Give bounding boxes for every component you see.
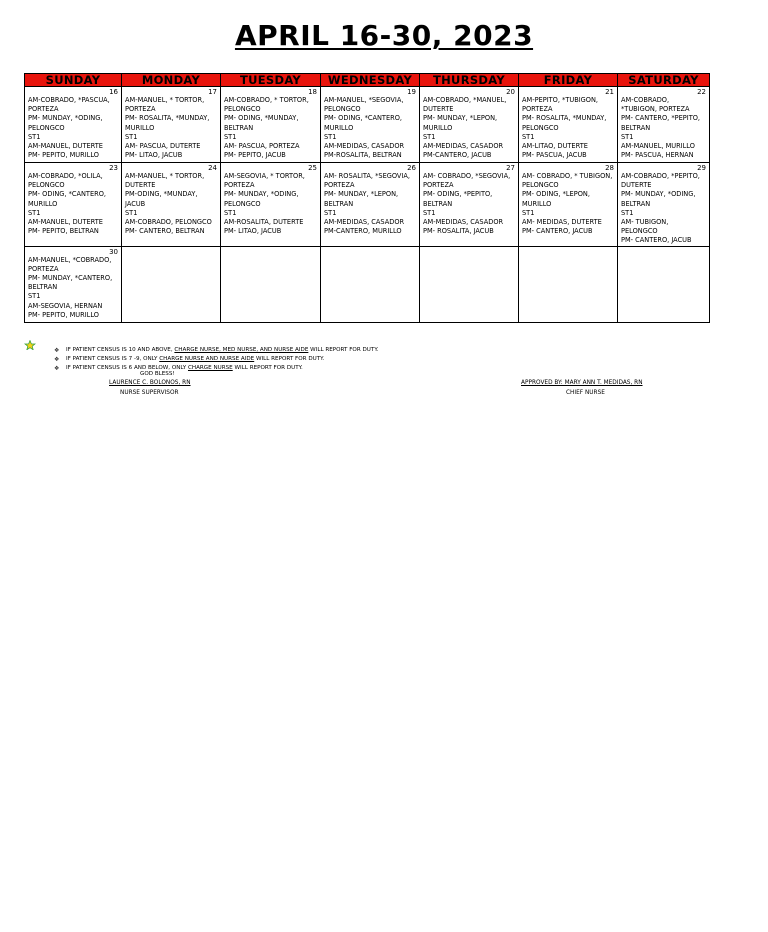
day-number: 28 xyxy=(605,164,614,172)
day-number: 19 xyxy=(407,88,416,96)
day-number xyxy=(324,248,417,256)
day-number xyxy=(522,248,615,256)
shift-assignment: PM- ODING, *LEPON, MURILLO xyxy=(522,190,590,208)
shift-assignment: ST1 xyxy=(224,132,237,141)
day-number xyxy=(125,248,218,256)
shift-assignment: PM- PASCUA, HERNAN xyxy=(621,151,694,160)
shift-assignment: AM- COBRADO, *SEGOVIA, PORTEZA xyxy=(423,172,511,190)
shift-assignment: AM-COBRADO, * TORTOR, PELONGCO xyxy=(224,96,309,114)
day-cell xyxy=(420,246,519,322)
shift-assignment: PM- MUNDAY, *CANTERO, BELTRAN xyxy=(28,274,113,292)
shift-assignment: PM- ODING, *PEPITO, BELTRAN xyxy=(423,190,493,208)
shift-assignment: PM- CANTERO, BELTRAN xyxy=(125,227,205,236)
shift-assignment: AM-MEDIDAS, CASADOR xyxy=(324,218,405,227)
note-post: WILL REPORT FOR DUTY. xyxy=(308,347,379,353)
shift-assignment: AM- PASCUA, PORTEZA xyxy=(224,142,300,151)
day-number: 17 xyxy=(208,88,217,96)
note-item xyxy=(66,355,324,364)
diamond-bullet-icon: ❖ xyxy=(54,347,60,354)
shift-assignment: AM-MANUEL, * TORTOR, PORTEZA xyxy=(125,96,205,114)
header-tuesday: TUESDAY xyxy=(221,74,321,87)
shift-assignment: AM-SEGOVIA, * TORTOR, PORTEZA xyxy=(224,172,305,190)
header-friday: FRIDAY xyxy=(519,74,618,87)
day-cell xyxy=(122,87,221,163)
shift-assignment: AM- COBRADO, * TUBIGON, PELONGCO xyxy=(522,172,613,190)
shift-assignment: AM-SEGOVIA, HERNAN xyxy=(28,301,103,310)
note-item xyxy=(66,346,378,355)
day-cell xyxy=(221,87,321,163)
shift-assignment: PM- PEPITO, MURILLO xyxy=(28,310,99,319)
shift-assignment: ST1 xyxy=(224,208,237,217)
shift-assignment: PM- ODING, *MUNDAY, BELTRAN xyxy=(224,114,299,132)
day-cell xyxy=(618,163,710,247)
week-row xyxy=(25,87,710,163)
shift-assignment: PM- LITAO, JACUB xyxy=(125,151,183,160)
shift-assignment: PM- CANTERO, JACUB xyxy=(621,236,692,245)
shift-assignment: AM-COBRADO, *OLILA, PELONGCO xyxy=(28,172,103,190)
day-cell xyxy=(420,87,519,163)
note-post: WILL REPORT FOR DUTY. xyxy=(232,365,303,371)
day-number: 21 xyxy=(605,88,614,96)
note-pre: IF PATIENT CENSUS IS 6 AND BELOW, ONLY xyxy=(66,365,188,371)
shift-assignment: AM-MEDIDAS, CASADOR xyxy=(423,142,504,151)
header-saturday: SATURDAY xyxy=(618,74,710,87)
note-u: CHARGE NURSE AND NURSE AIDE xyxy=(159,356,255,362)
shift-assignment: AM-MANUEL, DUTERTE xyxy=(28,142,103,151)
day-number: 29 xyxy=(697,164,706,172)
shift-assignment: PM- ROSALITA, *MUNDAY, MURILLO xyxy=(125,114,210,132)
day-cell xyxy=(519,163,618,247)
note-item xyxy=(66,364,303,373)
day-number: 24 xyxy=(208,164,217,172)
shift-assignment: AM- ROSALITA, *SEGOVIA, PORTEZA xyxy=(324,172,410,190)
shift-assignment: PM- PASCUA, JACUB xyxy=(522,151,587,160)
header-thursday: THURSDAY xyxy=(420,74,519,87)
day-number: 25 xyxy=(308,164,317,172)
shift-assignment: AM-COBRADO, PELONGCO xyxy=(125,218,212,227)
day-cell xyxy=(25,163,122,247)
day-number xyxy=(423,248,516,256)
shift-assignment: AM-COBRADO, *PEPITO, DUTERTE xyxy=(621,172,700,190)
approver-name: APPROVED BY: MARY ANN T. MEDIDAS, RN xyxy=(521,380,643,386)
page-title: APRIL 16-30, 2023 xyxy=(234,19,534,52)
shift-assignment: PM- ODING, *CANTERO, MURILLO xyxy=(28,190,106,208)
shift-assignment: AM-MEDIDAS, CASADOR xyxy=(324,142,405,151)
shift-assignment: ST1 xyxy=(125,208,138,217)
supervisor-title: NURSE SUPERVISOR xyxy=(120,390,179,396)
day-number: 18 xyxy=(308,88,317,96)
day-cell xyxy=(420,163,519,247)
shift-assignment: ST1 xyxy=(28,132,41,141)
day-cell xyxy=(122,246,221,322)
day-cell xyxy=(221,163,321,247)
shift-assignment: PM- PEPITO, JACUB xyxy=(224,151,286,160)
shift-assignment: PM- MUNDAY, *ODING, PELONGCO xyxy=(28,114,103,132)
shift-assignment: AM-COBRADO, *TUBIGON, PORTEZA xyxy=(621,96,690,114)
day-number xyxy=(224,248,318,256)
shift-assignment: AM-COBRADO, *PASCUA, PORTEZA xyxy=(28,96,110,114)
day-cell xyxy=(25,87,122,163)
shift-assignment: AM-MANUEL, *COBRADO, PORTEZA xyxy=(28,255,112,273)
shift-assignment: AM-LITAO, DUTERTE xyxy=(522,142,588,151)
shift-assignment: PM- PEPITO, MURILLO xyxy=(28,151,99,160)
day-number: 16 xyxy=(109,88,118,96)
note-u: CHARGE NURSE, MED NURSE, AND NURSE AIDE xyxy=(174,347,309,353)
star-icon xyxy=(24,340,36,350)
diamond-bullet-icon: ❖ xyxy=(54,356,60,363)
day-cell xyxy=(519,87,618,163)
header-sunday: SUNDAY xyxy=(25,74,122,87)
shift-assignment: ST1 xyxy=(423,132,436,141)
shift-assignment: PM- MUNDAY, *LEPON, BELTRAN xyxy=(324,190,399,208)
shift-assignment: ST1 xyxy=(324,208,337,217)
day-cell xyxy=(321,163,420,247)
shift-assignment: AM-MANUEL, MURILLO xyxy=(621,142,695,151)
shift-assignment: PM- CANTERO, *PEPITO, BELTRAN xyxy=(621,114,701,132)
shift-assignment: PM- MUNDAY, *LEPON, MURILLO xyxy=(423,114,498,132)
day-cell xyxy=(122,163,221,247)
day-cell xyxy=(25,246,122,322)
shift-assignment: PM- ROSALITA, *MUNDAY, PELONGCO xyxy=(522,114,607,132)
shift-assignment: AM-MANUEL, DUTERTE xyxy=(28,218,103,227)
shift-assignment: AM- MEDIDAS, DUTERTE xyxy=(522,218,602,227)
day-cell xyxy=(519,246,618,322)
shift-assignment: PM- PEPITO, BELTRAN xyxy=(28,227,99,236)
day-number: 20 xyxy=(506,88,515,96)
day-cell xyxy=(321,246,420,322)
day-cell xyxy=(618,87,710,163)
shift-assignment: ST1 xyxy=(28,292,41,301)
schedule-calendar xyxy=(24,73,710,323)
approver-title: CHIEF NURSE xyxy=(566,390,605,396)
shift-assignment: PM- ODING, *CANTERO, MURILLO xyxy=(324,114,402,132)
shift-assignment: ST1 xyxy=(28,208,41,217)
shift-assignment: AM-PEPITO, *TUBIGON, PORTEZA xyxy=(522,96,598,114)
shift-assignment: ST1 xyxy=(423,208,436,217)
supervisor-name: LAURENCE C. BOLONOS, RN xyxy=(109,380,191,386)
shift-assignment: PM-CANTERO, MURILLO xyxy=(324,227,402,236)
day-number: 26 xyxy=(407,164,416,172)
god-bless-text: GOD BLESS! xyxy=(140,371,175,377)
shift-assignment: ST1 xyxy=(522,208,535,217)
shift-assignment: PM- LITAO, JACUB xyxy=(224,227,282,236)
shift-assignment: PM- MUNDAY, *ODING, PELONGCO xyxy=(224,190,299,208)
shift-assignment: AM-COBRADO, *MANUEL, DUTERTE xyxy=(423,96,507,114)
shift-assignment: AM-MANUEL, *SEGOVIA, PELONGCO xyxy=(324,96,404,114)
shift-assignment: PM-ODING, *MUNDAY, JACUB xyxy=(125,190,198,208)
week-row xyxy=(25,163,710,247)
shift-assignment: PM-ROSALITA, BELTRAN xyxy=(324,151,402,160)
header-monday: MONDAY xyxy=(122,74,221,87)
shift-assignment: PM- MUNDAY, *ODING, BELTRAN xyxy=(621,190,696,208)
day-cell xyxy=(221,246,321,322)
note-pre: IF PATIENT CENSUS IS 7 -9, ONLY xyxy=(66,356,160,362)
day-number: 22 xyxy=(697,88,706,96)
shift-assignment: AM-ROSALITA, DUTERTE xyxy=(224,218,304,227)
header-wednesday: WEDNESDAY xyxy=(321,74,420,87)
day-number: 27 xyxy=(506,164,515,172)
shift-assignment: AM-MANUEL, * TORTOR, DUTERTE xyxy=(125,172,205,190)
shift-assignment: AM-MEDIDAS, CASADOR xyxy=(423,218,504,227)
day-number xyxy=(621,248,707,256)
day-cell xyxy=(618,246,710,322)
shift-assignment: ST1 xyxy=(522,132,535,141)
shift-assignment: PM- ROSALITA, JACUB xyxy=(423,227,494,236)
shift-assignment: AM- PASCUA, DUTERTE xyxy=(125,142,201,151)
day-number: 30 xyxy=(109,247,118,256)
note-u: CHARGE NURSE xyxy=(187,365,233,371)
shift-assignment: ST1 xyxy=(324,132,337,141)
week-row xyxy=(25,246,710,322)
note-post: WILL REPORT FOR DUTY. xyxy=(254,356,325,362)
shift-assignment: PM- CANTERO, JACUB xyxy=(522,227,593,236)
shift-assignment: ST1 xyxy=(125,132,138,141)
day-cell xyxy=(321,87,420,163)
shift-assignment: PM-CANTERO, JACUB xyxy=(423,151,492,160)
shift-assignment: ST1 xyxy=(621,132,634,141)
note-pre: IF PATIENT CENSUS IS 10 AND ABOVE, xyxy=(66,347,175,353)
shift-assignment: AM- TUBIGON, PELONGCO xyxy=(621,218,669,236)
diamond-bullet-icon: ❖ xyxy=(54,365,60,372)
day-number: 23 xyxy=(109,164,118,172)
shift-assignment: ST1 xyxy=(621,208,634,217)
weekday-header-row xyxy=(25,74,710,87)
